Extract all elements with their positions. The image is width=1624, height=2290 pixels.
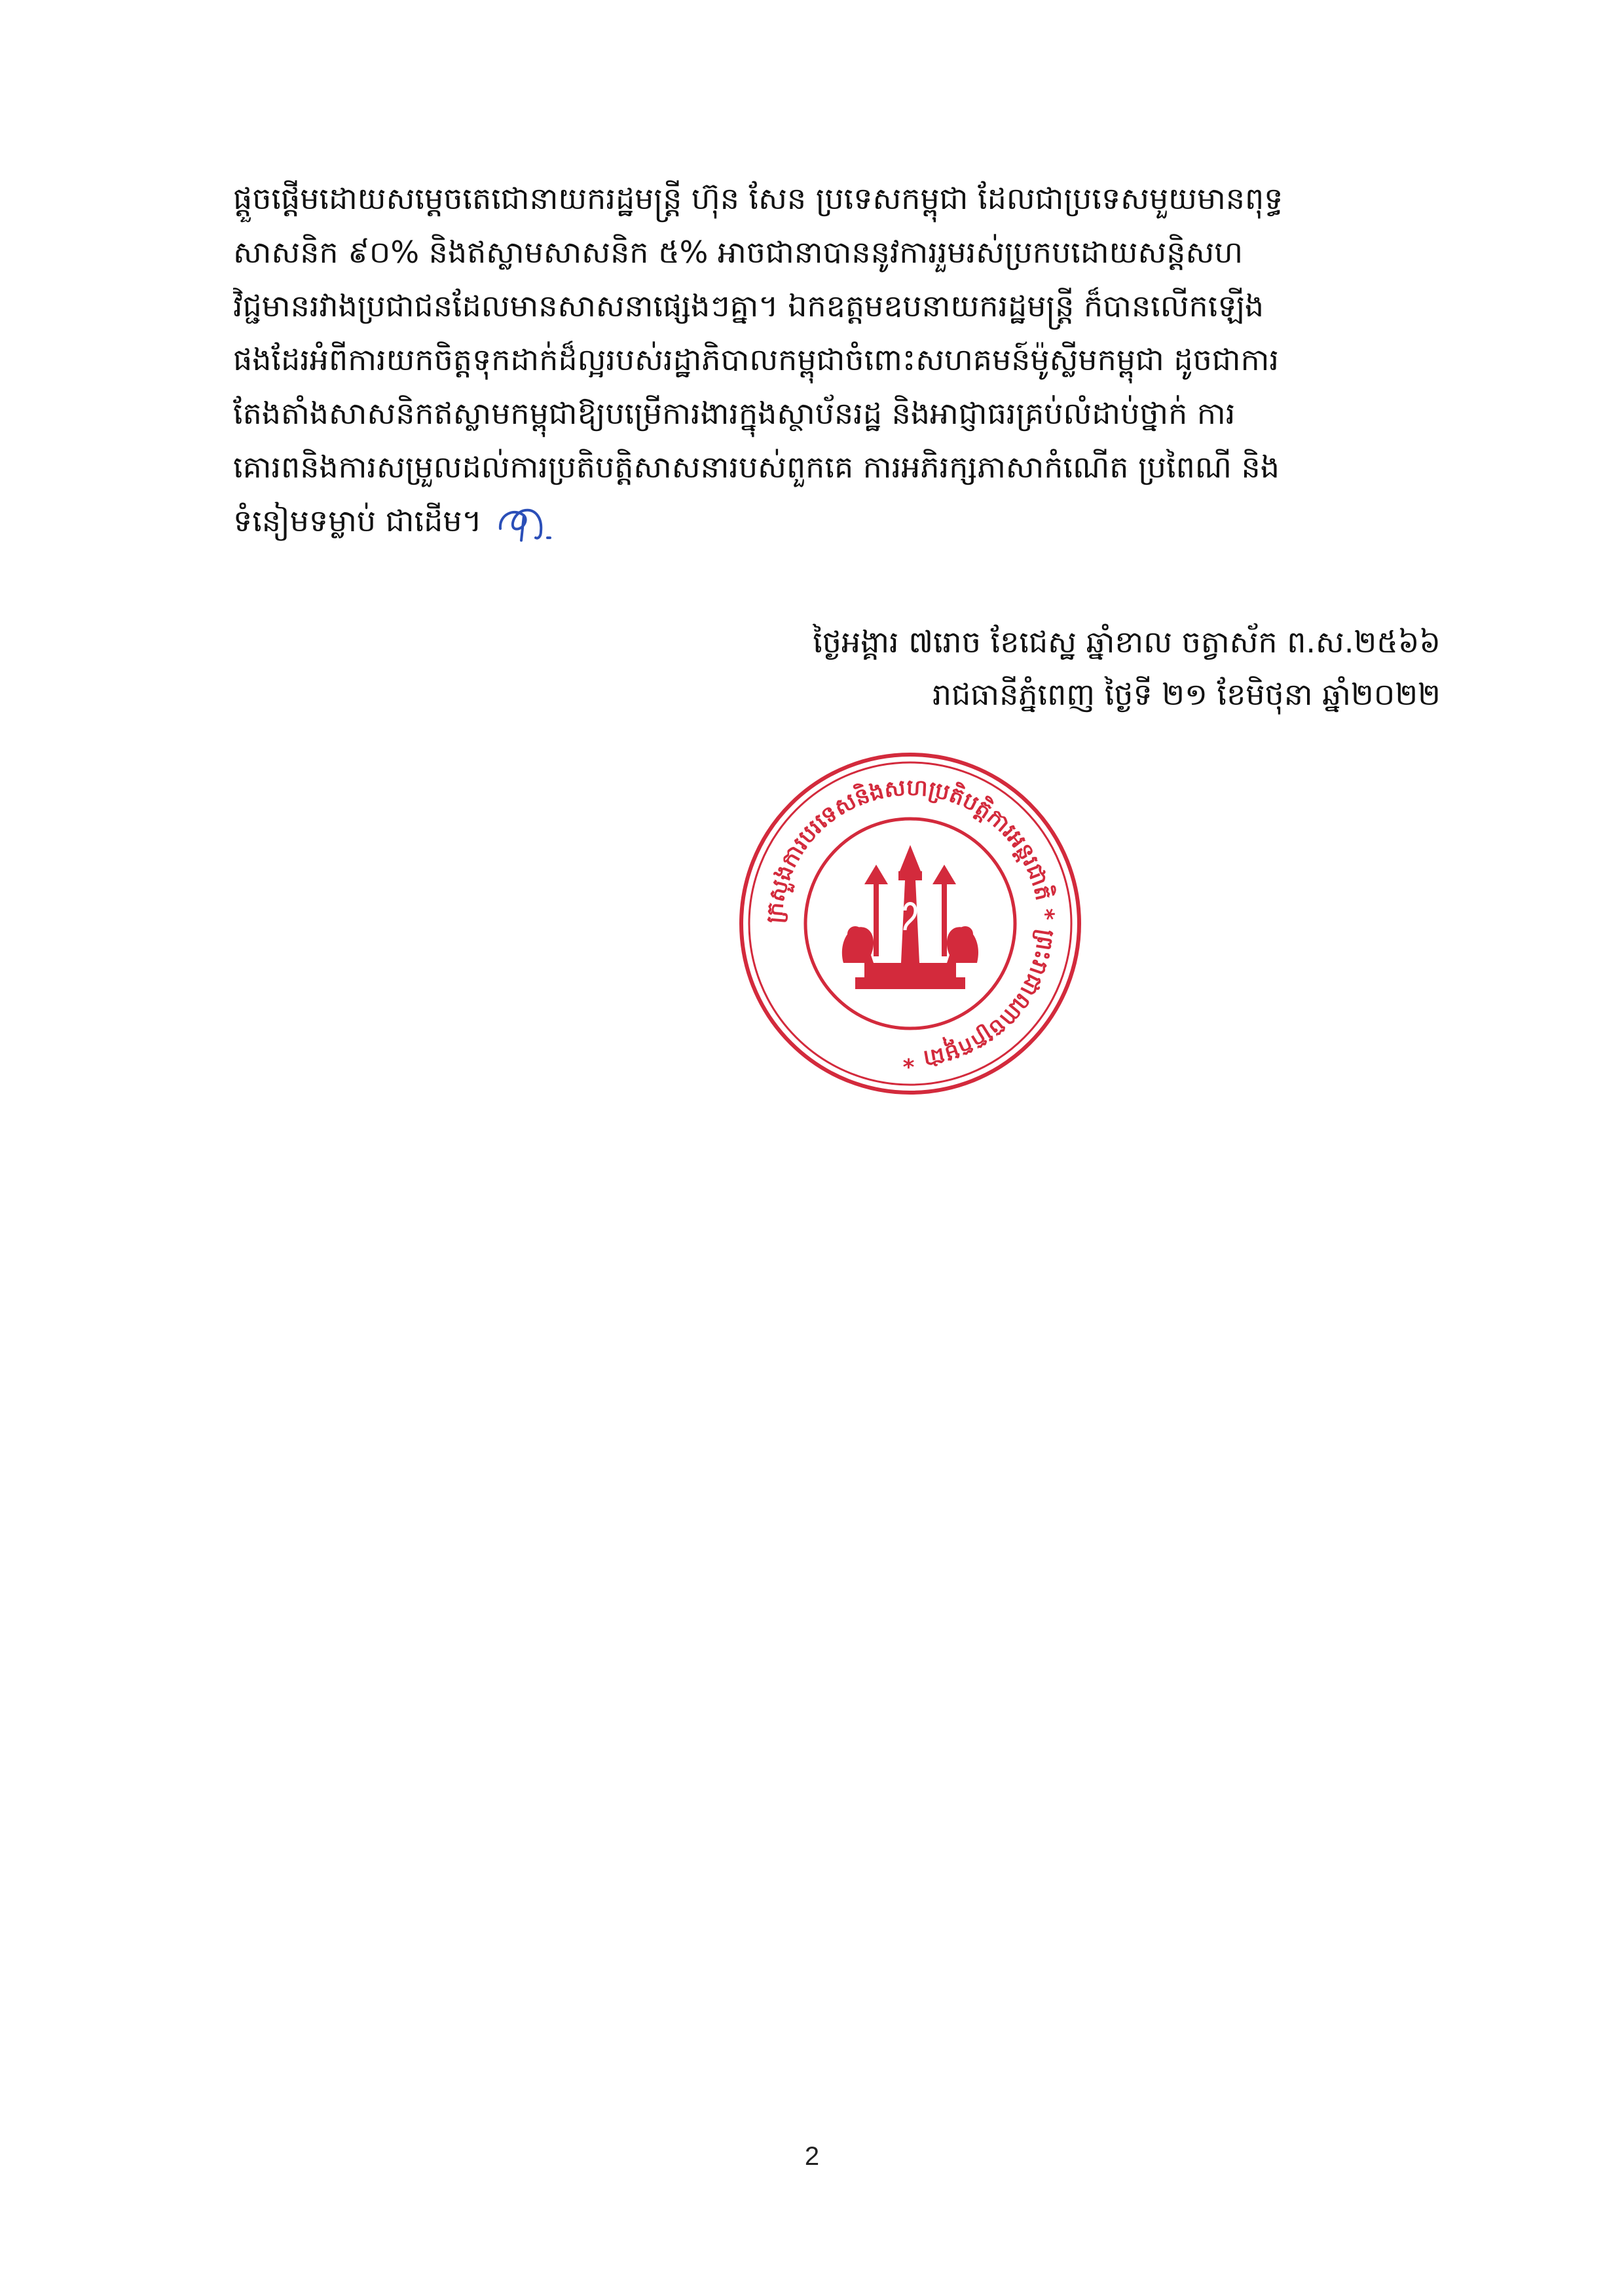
body-line-5: តែងតាំងសាសនិកឥស្លាមកម្ពុជាឱ្យបម្រើការងារក្នុងស្ថាប័នរដ្ឋ និងអាជ្ញាធរគ្រប់លំដាប់ថ្នាក់ ការ	[233, 396, 1236, 431]
body-line-4: ផងដែរអំពីការយកចិត្តទុកដាក់ដ៏ល្អរបស់រដ្ឋាភិបាលកម្ពុជាចំពោះសហគមន៍ម៉ូស្លីមកម្ពុជា ដូចជាការ	[233, 342, 1279, 377]
body-line-7: ទំនៀមទម្លាប់ ជាដើម។	[233, 503, 482, 538]
body-line-1: ផ្ដួចផ្ដើមដោយសម្ដេចតេជោនាយករដ្ឋមន្ត្រី ហ៊ុន សែន ប្រទេសកម្ពុជា ដែលជាប្រទេសមួយមានពុទ្ធ	[233, 181, 1283, 216]
page-number: 2	[804, 2142, 820, 2171]
solar-date-place: រាជធានីភ្នំពេញ ថ្ងៃទី ២១ ខែមិថុនា ឆ្នាំ២០២២	[932, 677, 1441, 712]
body-line-3: វិជ្ជមានរវាងប្រជាជនដែលមានសាសនាផ្សេងៗគ្នា។ ឯកឧត្ដមឧបនាយករដ្ឋមន្ត្រី ក៏បានលើកឡើង	[233, 288, 1264, 324]
body-line-7-wrapper	[233, 494, 1428, 548]
date-block	[760, 616, 1441, 721]
handwritten-initial-icon	[495, 502, 554, 544]
body-line-6: គោរពនិងការសម្រួលដល់ការប្រតិបត្តិសាសនារបស់ពួកគេ ការអភិរក្សភាសាកំណើត ប្រពៃណី និង	[233, 449, 1280, 485]
body-paragraph	[233, 172, 1428, 548]
body-line-2: សាសនិក ៩០% និងឥស្លាមសាសនិក ៥% អាចជានាបាននូវការរួមរស់ប្រកបដោយសន្តិសហ	[233, 235, 1244, 270]
official-seal-icon	[733, 747, 1087, 1100]
svg-text:ក្រសួងការបរទេសនិងសហប្រតិបត្តិក: ក្រសួងការបរទេសនិងសហប្រតិបត្តិការអន្តរជាតិ * ព្រះរាជាណាចក្រកម្ពុជា *	[761, 774, 1060, 1073]
lunar-date: ថ្ងៃអង្គារ ៧រោច ខែជេស្ឋ ឆ្នាំខាល ចត្វាស័ក ព.ស.២៥៦៦	[813, 624, 1441, 660]
